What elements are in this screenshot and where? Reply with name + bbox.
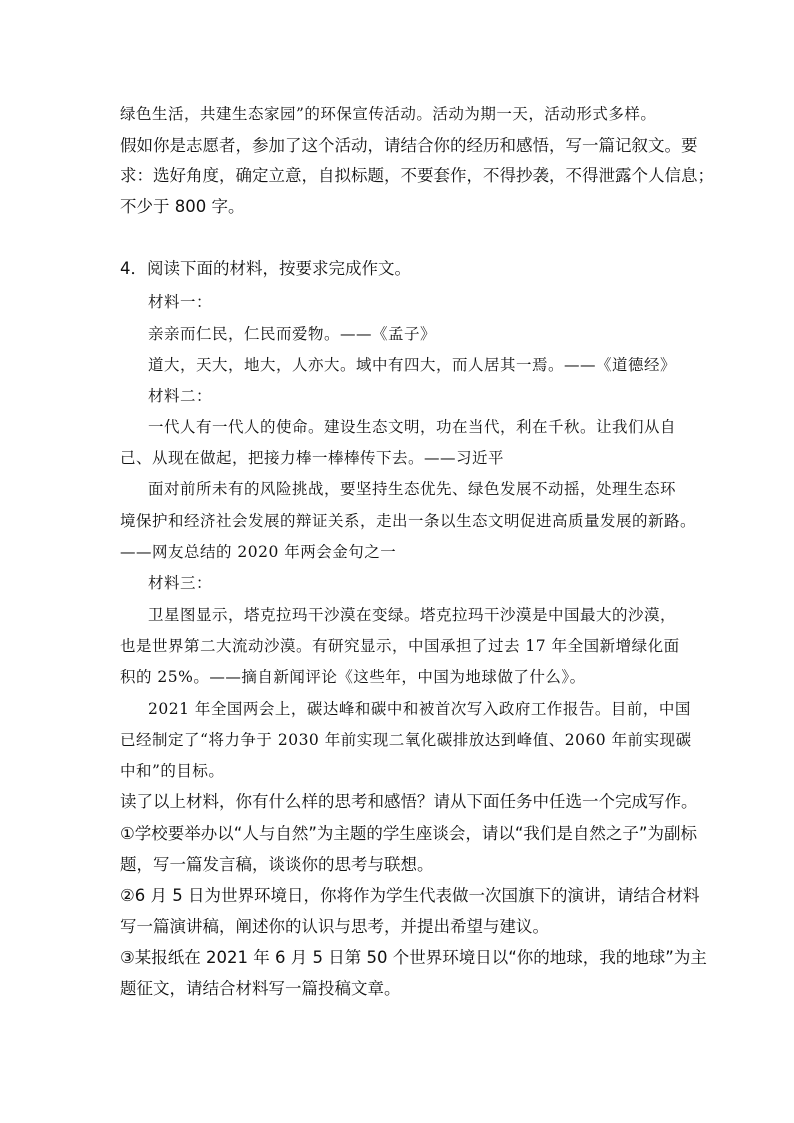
text-line: 假如你是志愿者，参加了这个活动，请结合你的经历和感悟，写一篇记叙文。要 <box>120 136 698 155</box>
text-line: 求：选好角度，确定立意，自拟标题，不要套作，不得抄袭，不得泄露个人信息； <box>120 166 714 185</box>
text-line: 读了以上材料，你有什么样的思考和感悟？请从下面任务中任选一个完成写作。 <box>120 792 698 811</box>
text-line: 已经制定了“将力争于 2030 年前实现二氧化碳排放达到峰值、2060 年前实现碳 <box>120 731 692 749</box>
text-line: 题，写一篇发言稿，谈谈你的思考与联想。 <box>120 855 434 874</box>
text-line: 一代人有一代人的使命。建设生态文明，功在当代，利在千秋。让我们从自 <box>148 418 677 436</box>
text-line: 卫星图显示，塔克拉玛干沙漠在变绿。塔克拉玛干沙漠是中国最大的沙漠， <box>148 606 677 624</box>
task-option: ③某报纸在 2021 年 6 月 5 日第 50 个世界环境日以“你的地球，我的地球”为主 <box>120 948 707 967</box>
text-line: 中和”的目标。 <box>120 762 225 780</box>
material-label: 材料三： <box>148 574 213 592</box>
text-line: 不少于 800 字。 <box>120 197 245 216</box>
text-line: 绿色生活，共建生态家园”的环保宣传活动。活动为期一天，活动形式多样。 <box>120 105 657 123</box>
text-line: 道大，天大，地大，人亦大。域中有四大，而人居其一焉。——《道德经》 <box>148 356 677 374</box>
material-label: 材料二： <box>148 387 213 405</box>
task-option: ②6 月 5 日为世界环境日，你将作为学生代表做一次国旗下的演讲，请结合材料 <box>120 886 700 905</box>
material-label: 材料一： <box>148 293 213 311</box>
text-line: 境保护和经济社会发展的辩证关系，走出一条以生态文明促进高质量发展的新路。 <box>120 512 697 530</box>
text-line: ——网友总结的 2020 年两会金句之一 <box>120 543 397 561</box>
text-line: 也是世界第二大流动沙漠。有研究显示，中国承担了过去 17 年全国新增绿化面 <box>120 637 680 655</box>
task-option: ①学校要举办以“人与自然”为主题的学生座谈会，请以“我们是自然之子”为副标 <box>120 824 697 843</box>
text-line: 2021 年全国两会上，碳达峰和碳中和被首次写入政府工作报告。目前，中国 <box>148 700 691 718</box>
question-heading: 4．阅读下面的材料，按要求完成作文。 <box>120 259 411 278</box>
text-line: 面对前所未有的风险挑战，要坚持生态优先、绿色发展不动摇，处理生态环 <box>148 480 677 498</box>
text-line: 己、从现在做起，把接力棒一棒棒传下去。——习近平 <box>120 449 505 467</box>
text-line: 积的 25%。——摘自新闻评论《这些年，中国为地球做了什么》。 <box>120 668 586 686</box>
text-line: 亲亲而仁民，仁民而爱物。——《孟子》 <box>148 325 437 343</box>
text-line: 写一篇演讲稿，阐述你的认识与思考，并提出希望与建议。 <box>120 917 549 936</box>
text-line: 题征文，请结合材料写一篇投稿文章。 <box>120 979 401 998</box>
